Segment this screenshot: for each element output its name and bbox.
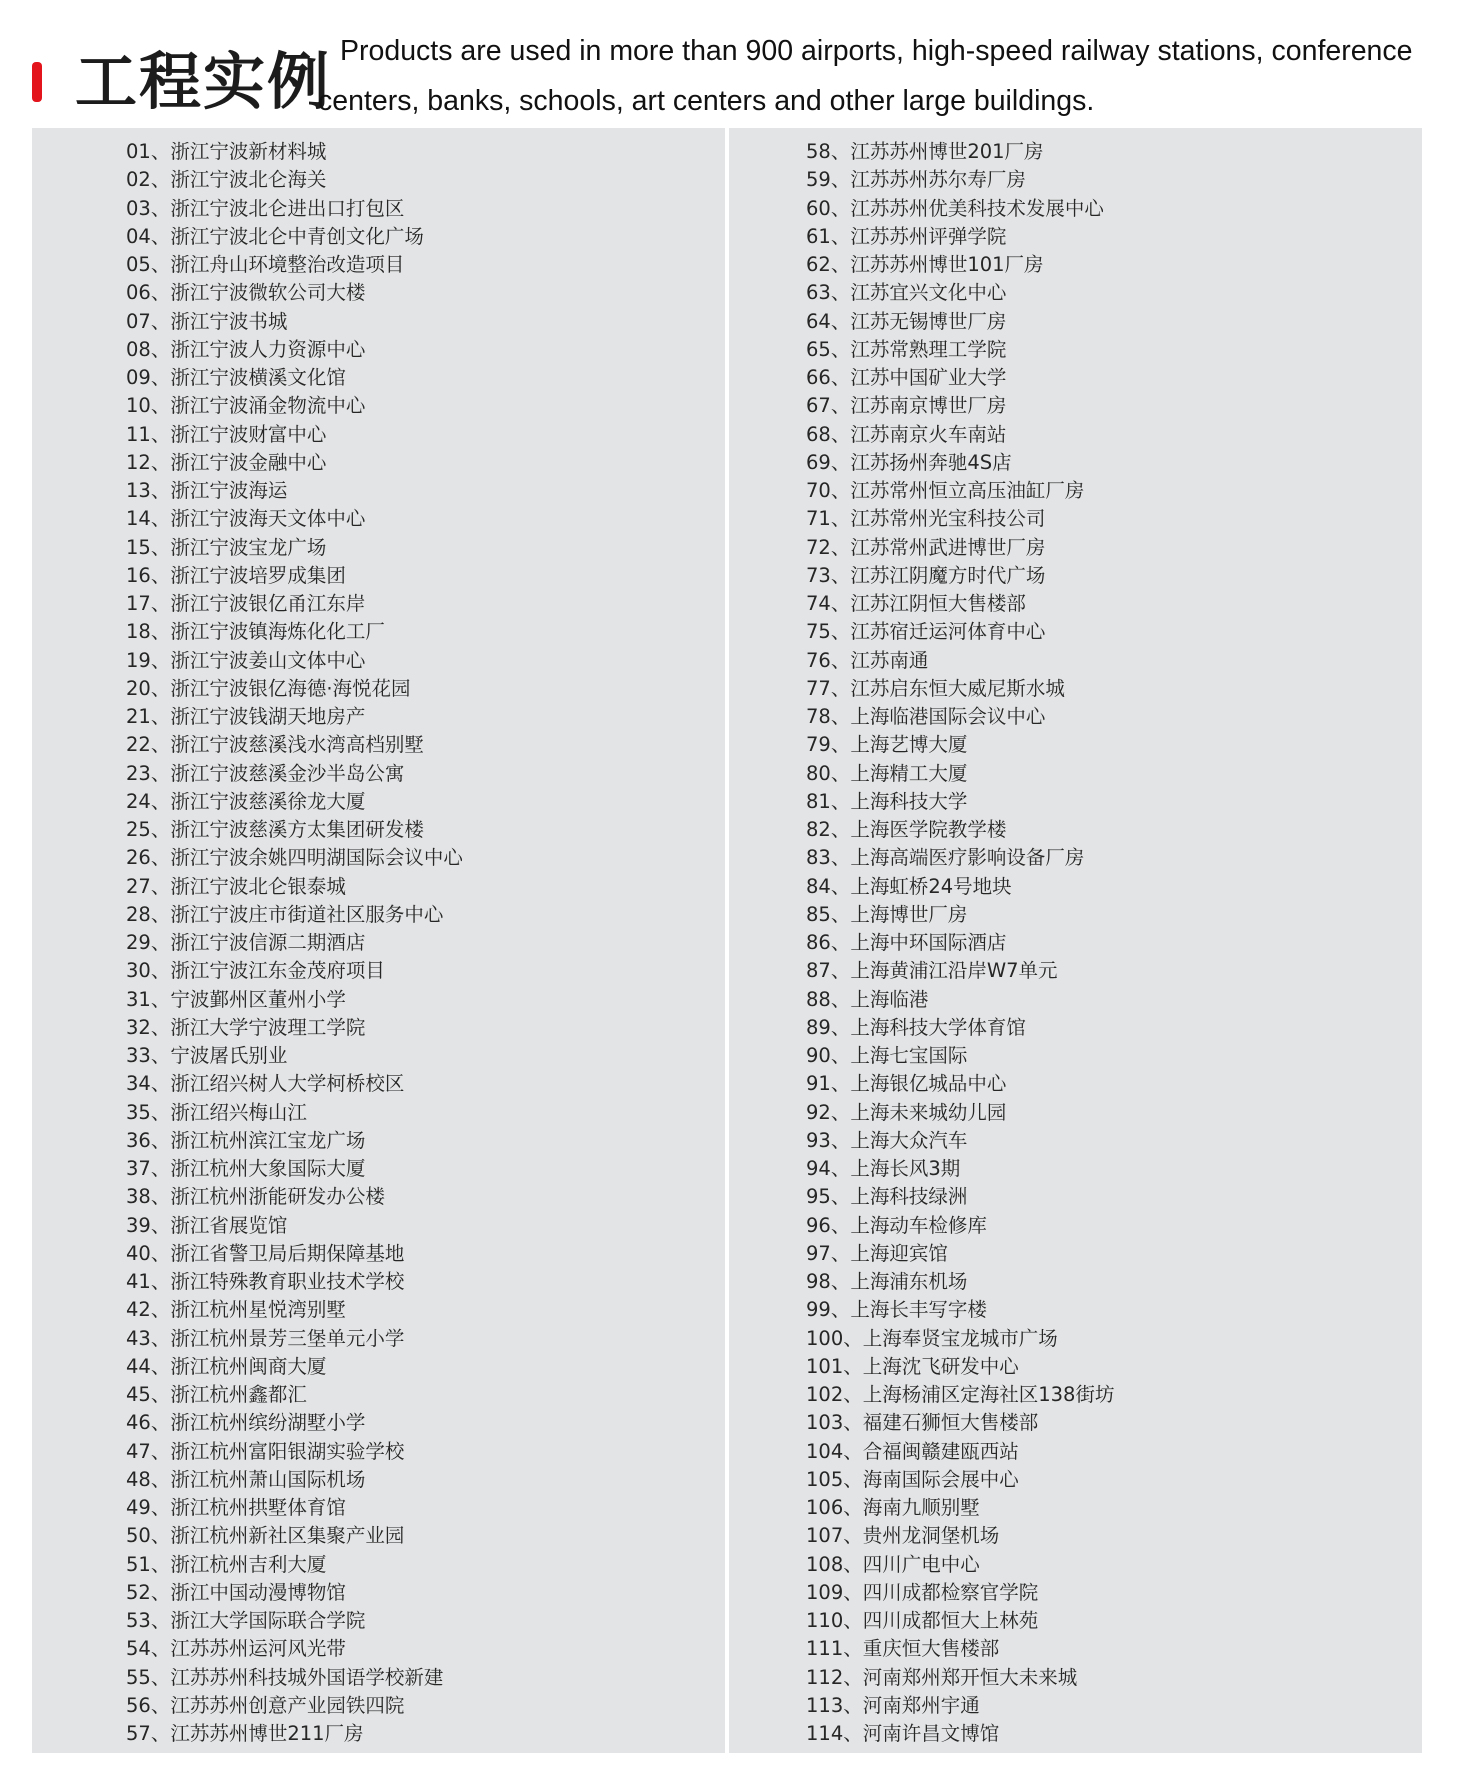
project-list-item: 90、上海七宝国际 [806, 1044, 968, 1067]
project-list-item: 30、浙江宁波江东金茂府项目 [126, 959, 385, 983]
project-list-item: 95、上海科技绿洲 [806, 1185, 968, 1209]
project-list-item: 86、上海中环国际酒店 [806, 931, 1007, 954]
project-list-item: 01、浙江宁波新材料城 [126, 140, 327, 163]
project-list-item: 85、上海博世厂房 [806, 902, 968, 926]
project-list-item: 58、江苏苏州博世201厂房 [806, 140, 1044, 163]
project-list-item: 25、浙江宁波慈溪方太集团研发楼 [126, 818, 424, 841]
project-list-item: 107、贵州龙洞堡机场 [806, 1524, 1000, 1548]
project-list-item: 29、浙江宁波信源二期酒店 [126, 931, 366, 954]
project-list-item: 03、浙江宁波北仑进出口打包区 [126, 196, 405, 220]
project-list-item: 10、浙江宁波涌金物流中心 [126, 394, 366, 418]
project-list-item: 62、江苏苏州博世101厂房 [806, 253, 1044, 276]
project-list-item: 80、上海精工大厦 [806, 761, 968, 785]
project-list-item: 39、浙江省展览馆 [126, 1213, 288, 1237]
project-list-item: 08、浙江宁波人力资源中心 [126, 337, 366, 361]
title-accent-bar [32, 62, 42, 102]
project-list-item: 91、上海银亿城品中心 [806, 1072, 1007, 1096]
project-list-item: 61、江苏苏州评弹学院 [806, 224, 1007, 248]
project-list-item: 52、浙江中国动漫博物馆 [126, 1580, 346, 1604]
project-list-item: 83、上海高端医疗影响设备厂房 [806, 846, 1085, 870]
project-list-item: 02、浙江宁波北仑海关 [126, 168, 327, 192]
project-list-item: 35、浙江绍兴梅山江 [126, 1100, 307, 1124]
project-list-item: 59、江苏苏州苏尔寿厂房 [806, 168, 1026, 192]
project-list-item: 19、浙江宁波姜山文体中心 [126, 648, 366, 672]
project-list-item: 56、江苏苏州创意产业园铁四院 [126, 1693, 405, 1717]
intro-text: Products are used in more than 900 airports, high-speed railway stations, conference centers, banks, schools, art centers and other large buildings. [318, 35, 1413, 117]
project-list-item: 105、海南国际会展中心 [806, 1467, 1019, 1491]
project-list-item: 110、四川成都恒大上林苑 [806, 1609, 1039, 1632]
project-list-item: 16、浙江宁波培罗成集团 [126, 563, 346, 587]
project-list-item: 64、江苏无锡博世厂房 [806, 309, 1007, 333]
project-list-item: 98、上海浦东机场 [806, 1270, 968, 1293]
project-list-item: 20、浙江宁波银亿海德·海悦花园 [126, 676, 411, 700]
project-list-item: 12、浙江宁波金融中心 [126, 450, 327, 474]
project-list-item: 38、浙江杭州浙能研发办公楼 [126, 1185, 385, 1209]
project-list-left [126, 138, 463, 1748]
project-list-item: 28、浙江宁波庄市街道社区服务中心 [126, 902, 444, 926]
project-list-item: 114、河南许昌文博馆 [806, 1722, 1000, 1745]
project-list-item: 70、江苏常州恒立高压油缸厂房 [806, 479, 1085, 502]
project-list-item: 22、浙江宁波慈溪浅水湾高档别墅 [126, 733, 424, 757]
project-list-item: 112、河南郑州郑开恒大未来城 [806, 1665, 1078, 1689]
project-list-item: 21、浙江宁波钱湖天地房产 [126, 705, 366, 728]
project-list-item: 41、浙江特殊教育职业技术学校 [126, 1270, 405, 1293]
project-list-item: 09、浙江宁波横溪文化馆 [126, 366, 346, 389]
project-list-item: 71、江苏常州光宝科技公司 [806, 507, 1046, 531]
project-list-item: 34、浙江绍兴树人大学柯桥校区 [126, 1072, 405, 1096]
project-list-item: 75、江苏宿迁运河体育中心 [806, 620, 1046, 644]
project-list-item: 24、浙江宁波慈溪徐龙大厦 [126, 789, 366, 813]
page-title: 工程实例 [75, 45, 332, 118]
project-list-item: 76、江苏南通 [806, 648, 929, 672]
project-list-item: 88、上海临港 [806, 987, 929, 1011]
project-list-item: 32、浙江大学宁波理工学院 [126, 1015, 366, 1039]
project-list-item: 93、上海大众汽车 [806, 1128, 968, 1152]
project-list-item: 103、福建石狮恒大售楼部 [806, 1411, 1039, 1435]
project-list-item: 47、浙江杭州富阳银湖实验学校 [126, 1439, 405, 1463]
project-list-item: 31、宁波鄞州区董州小学 [126, 987, 346, 1011]
project-list-item: 06、浙江宁波微软公司大楼 [126, 281, 366, 305]
project-list-item: 60、江苏苏州优美科技术发展中心 [806, 196, 1104, 220]
project-list-item: 48、浙江杭州萧山国际机场 [126, 1467, 366, 1491]
project-list-item: 81、上海科技大学 [806, 789, 968, 813]
project-list-item: 77、江苏启东恒大威尼斯水城 [806, 676, 1065, 700]
project-list-item: 11、浙江宁波财富中心 [126, 422, 327, 446]
project-list-item: 54、江苏苏州运河风光带 [126, 1637, 346, 1661]
project-list-item: 96、上海动车检修库 [806, 1213, 987, 1237]
project-list-item: 49、浙江杭州拱墅体育馆 [126, 1496, 346, 1519]
project-list-item: 68、江苏南京火车南站 [806, 422, 1007, 446]
project-list-item: 44、浙江杭州闽商大厦 [126, 1354, 327, 1378]
project-list-item: 104、合福闽赣建瓯西站 [806, 1439, 1019, 1463]
project-list-panel-right [729, 128, 1422, 1753]
project-list-item: 97、上海迎宾馆 [806, 1241, 948, 1265]
project-list-item: 94、上海长风3期 [806, 1157, 961, 1180]
project-list-item: 82、上海医学院教学楼 [806, 818, 1007, 841]
project-list-item: 07、浙江宁波书城 [126, 309, 288, 333]
project-list-item: 73、江苏江阴魔方时代广场 [806, 563, 1046, 587]
project-list-item: 14、浙江宁波海天文体中心 [126, 507, 366, 531]
project-list-item: 26、浙江宁波余姚四明湖国际会议中心 [126, 846, 463, 870]
project-list-right [806, 138, 1114, 1748]
project-list-item: 55、江苏苏州科技城外国语学校新建 [126, 1665, 444, 1689]
project-list-item: 05、浙江舟山环境整治改造项目 [126, 253, 405, 276]
project-list-item: 65、江苏常熟理工学院 [806, 337, 1007, 361]
project-list-item: 67、江苏南京博世厂房 [806, 394, 1007, 418]
project-list-item: 33、宁波屠氏别业 [126, 1044, 288, 1067]
project-list-item: 84、上海虹桥24号地块 [806, 874, 1012, 898]
project-list-item: 78、上海临港国际会议中心 [806, 705, 1046, 728]
project-list-item: 92、上海未来城幼儿园 [806, 1100, 1007, 1124]
project-list-item: 72、江苏常州武进博世厂房 [806, 535, 1046, 559]
project-list-item: 45、浙江杭州鑫都汇 [126, 1383, 307, 1406]
project-list-item: 87、上海黄浦江沿岸W7单元 [806, 959, 1058, 983]
project-list-item: 36、浙江杭州滨江宝龙广场 [126, 1128, 366, 1152]
project-list-item: 43、浙江杭州景芳三堡单元小学 [126, 1326, 405, 1350]
project-list-item: 46、浙江杭州缤纷湖墅小学 [126, 1411, 366, 1435]
project-list-item: 13、浙江宁波海运 [126, 479, 288, 502]
project-list-item: 99、上海长丰写字楼 [806, 1298, 987, 1322]
project-list-item: 18、浙江宁波镇海炼化化工厂 [126, 620, 385, 644]
project-list-item: 23、浙江宁波慈溪金沙半岛公寓 [126, 761, 405, 785]
project-list-item: 37、浙江杭州大象国际大厦 [126, 1157, 366, 1180]
project-list-item: 69、江苏扬州奔驰4S店 [806, 450, 1012, 474]
project-list-item: 50、浙江杭州新社区集聚产业园 [126, 1524, 405, 1548]
project-list-item: 04、浙江宁波北仑中青创文化广场 [126, 224, 424, 248]
project-list-item: 51、浙江杭州吉利大厦 [126, 1552, 327, 1576]
project-list-item: 66、江苏中国矿业大学 [806, 366, 1007, 389]
project-list-panel-left [32, 128, 725, 1753]
project-list-item: 63、江苏宜兴文化中心 [806, 281, 1007, 305]
project-list-item: 89、上海科技大学体育馆 [806, 1015, 1026, 1039]
project-list-item: 27、浙江宁波北仑银泰城 [126, 874, 346, 898]
project-list-item: 15、浙江宁波宝龙广场 [126, 535, 327, 559]
project-list-item: 109、四川成都检察官学院 [806, 1580, 1039, 1604]
project-list-item: 40、浙江省警卫局后期保障基地 [126, 1241, 405, 1265]
project-list-item: 113、河南郑州宇通 [806, 1693, 980, 1717]
project-list-item: 111、重庆恒大售楼部 [806, 1637, 1000, 1661]
project-list-item: 57、江苏苏州博世211厂房 [126, 1722, 364, 1745]
project-list-item: 53、浙江大学国际联合学院 [126, 1609, 366, 1632]
project-list-item: 106、海南九顺别墅 [806, 1496, 980, 1519]
project-list-item: 100、上海奉贤宝龙城市广场 [806, 1326, 1058, 1350]
project-list-item: 74、江苏江阴恒大售楼部 [806, 592, 1026, 615]
project-list-item: 101、上海沈飞研发中心 [806, 1354, 1019, 1378]
project-list-item: 17、浙江宁波银亿甬江东岸 [126, 592, 366, 615]
project-list-item: 102、上海杨浦区定海社区138街坊 [806, 1383, 1115, 1406]
project-list-item: 108、四川广电中心 [806, 1552, 980, 1576]
project-list-item: 42、浙江杭州星悦湾别墅 [126, 1298, 346, 1322]
project-list-item: 79、上海艺博大厦 [806, 733, 968, 757]
